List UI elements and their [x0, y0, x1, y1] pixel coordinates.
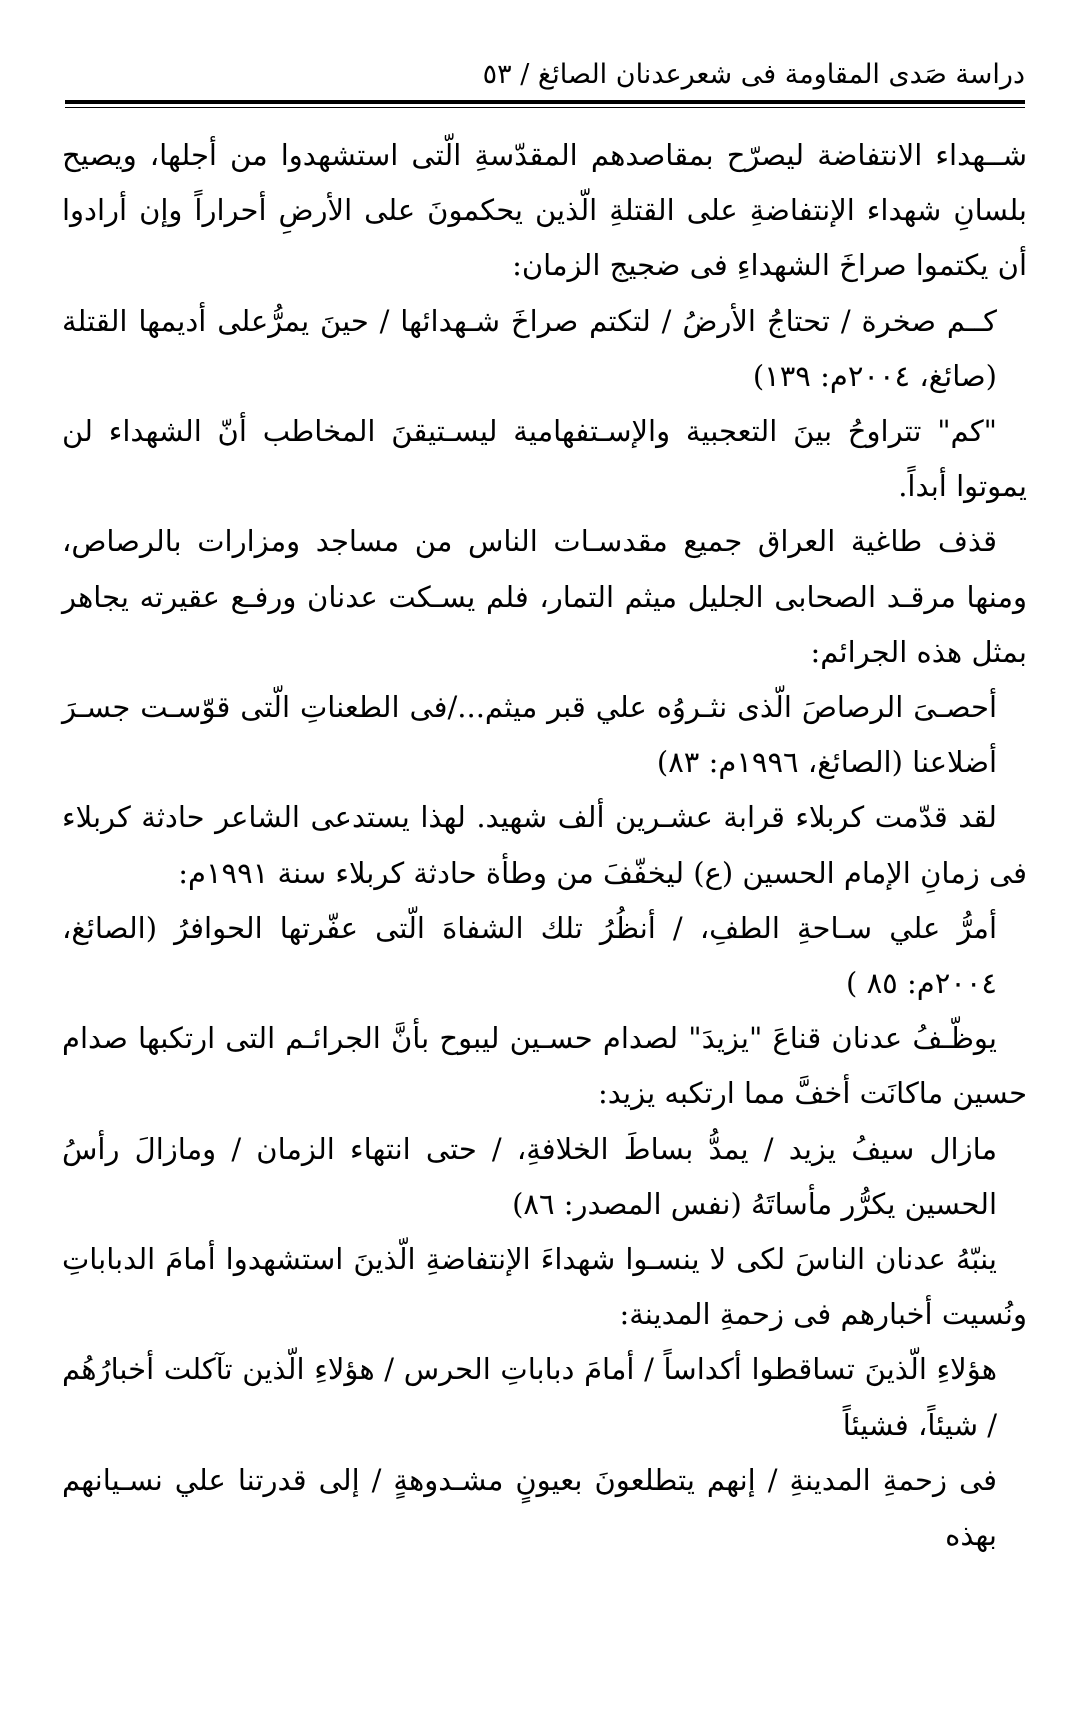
verse-quote: هؤلاءِ الّذينَ تساقطوا أكداساً / أمامَ دباباتِ الحرس / هؤلاءِ الّذين تآكلت أخبارُهُم / شيئاً، فشيئاً — [62, 1352, 997, 1442]
verse-quote: فى زحمةِ المدينةِ / إنهم يتطلعونَ بعيونٍ مشـدوهةٍ / إلى قدرتنا علي نسـيانهم بهذه — [62, 1462, 997, 1553]
verse-quote: أمرُّ علي سـاحةِ الطفِ، / أنظُرُ تلك الشفاهَ الّتى عفّرتها الحوافرُ (الصائغ، ٢٠٠٤م: ٨٥ ) — [62, 910, 997, 1001]
prose-paragraph: يوظّـفُ عدنان قناعَ "يزيدَ" لصدام حسـين ليبوح بأنَّ الجرائـم التى ارتكبها صدام حسين ماكانَت أخفَّ مما ارتكبه يزيد: — [62, 1021, 1027, 1111]
prose-paragraph: لقد قدّمت كربلاء قرابة عشـرين ألف شهيد. لهذا يستدعى الشاعر حادثة كربلاء فى زمانِ الإمام الحسين (ع) ليخفّفَ من وطأة حادثة كربلاء سنة ١٩٩١م: — [62, 800, 1027, 890]
running-header: دراسة صَدى المقاومة فى شعرعدنان الصائغ / ٥٣ — [482, 59, 1025, 90]
prose-paragraph: "كم" تتراوحُ بينَ التعجبية والإسـتفهامية ليسـتيقنَ المخاطب أنّ الشهداء لن يموتوا أبداً. — [62, 414, 1027, 504]
body-text — [62, 128, 1027, 1563]
verse-quote: مازال سيفُ يزيد / يمدُّ بساطَ الخلافةِ، / حتى انتهاء الزمان / ومازالَ رأسُ الحسين يكرُّر مأساتَهُ (نفس المصدر: ٨٦) — [62, 1131, 997, 1221]
prose-paragraph: ينبّهُ عدنان الناسَ لكى لا ينسـوا شهداءَ الإنتفاضةِ الّذينَ استشهدوا أمامَ الدباباتِ ونُسيت أخبارهم فى زحمةِ المدينة: — [62, 1242, 1027, 1332]
verse-quote: أحصـىَ الرصاصَ الّذى نثـروُه علي قبر ميثم.../فى الطعناتِ الّتى قوّسـت جسـرَ أضلاعنا (الصائغ، ١٩٩٦م: ٨٣) — [62, 690, 998, 780]
header-rule-thin — [65, 107, 1025, 108]
verse-quote: كــم صخرة / تحتاجُ الأرضُ / لتكتم صراخَ شـهدائها / حينَ يمرُّعلى أديمها القتلة (صائغ، ٢٠٠٤م: ١٣٩) — [62, 303, 997, 393]
prose-paragraph: شــهداء الانتفاضة ليصرّح بمقاصدهم المقدّسةِ الّتى استشهدوا من أجلها، ويصيح بلسانِ شهداء الإنتفاضةِ على القتلةِ الّذين يحكمونَ على الأرضِ أحراراً وإن أرادوا أن يكتموا صراخَ الشهداءِ فى ضجيج الزمان: — [62, 138, 1027, 283]
prose-paragraph: قذف طاغية العراق جميع مقدسـات الناس من مساجد ومزارات بالرصاص، ومنها مرقـد الصحابى الجليل ميثم التمار، فلم يسـكت عدنان ورفـع عقيرته يجاهر بمثل هذه الجرائم: — [62, 524, 1027, 669]
header-rule-thick — [65, 100, 1025, 104]
